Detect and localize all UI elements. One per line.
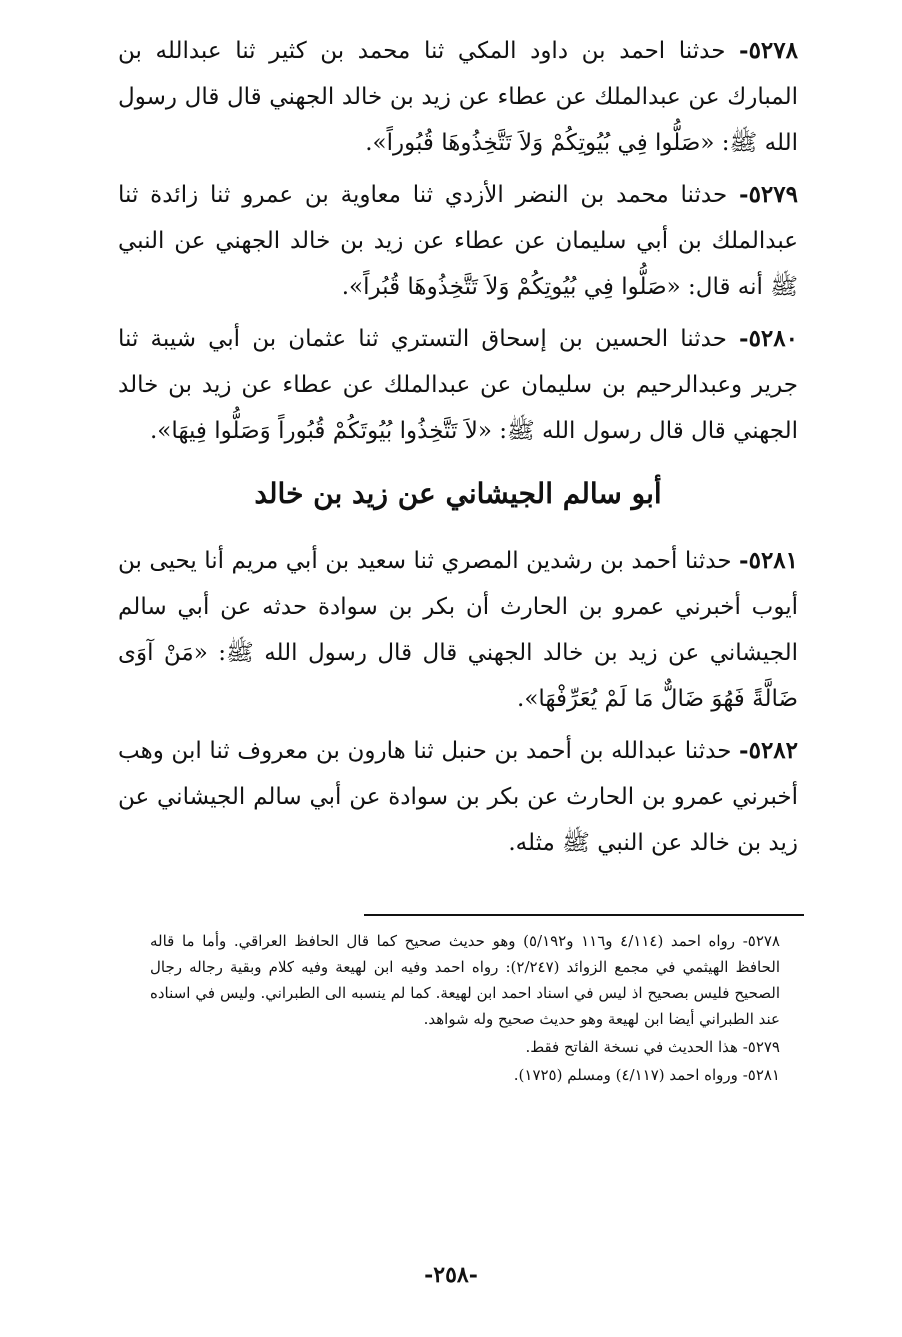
footnote-5281 — [150, 1062, 780, 1088]
footnote-number: ٥٢٧٨- — [742, 932, 780, 950]
main-text — [118, 28, 798, 872]
hadith-number: ٥٢٨٠- — [739, 325, 798, 352]
hadith-5279 — [118, 172, 798, 310]
footnote-number: ٥٢٨١- — [742, 1066, 780, 1084]
footnote-text: هذا الحديث في نسخة الفاتح فقط. — [525, 1038, 738, 1056]
hadith-text: حدثنا محمد بن النضر الأزدي ثنا معاوية بن عمرو ثنا زائدة ثنا عبدالملك بن أبي سليمان عن عطاء عن زيد بن خالد الجهني عن النبي ﷺ أنه قال: «صَلُّوا فِي بُيُوتِكُمْ وَلاَ تَتَّخِذُوهَا قُبُراً». — [118, 182, 798, 300]
hadith-number: ٥٢٧٨- — [739, 37, 798, 64]
hadith-text: حدثنا أحمد بن رشدين المصري ثنا سعيد بن أبي مريم أنا يحيى بن أيوب أخبرني عمرو بن الحارث أن بكر بن سوادة حدثه عن أبي سالم الجيشاني عن زيد بن خالد الجهني قال قال رسول الله ﷺ: «مَنْ آوَى ضَالَّةً فَهُوَ ضَالٌّ مَا لَمْ يُعَرِّفْهَا». — [118, 548, 798, 712]
hadith-number: ٥٢٧٩- — [739, 181, 798, 208]
footnote-number: ٥٢٧٩- — [742, 1038, 780, 1056]
section-heading: أبو سالم الجيشاني عن زيد بن خالد — [254, 477, 662, 510]
hadith-number: ٥٢٨٢- — [739, 737, 799, 764]
footnotes — [150, 928, 780, 1090]
hadith-text: حدثنا الحسين بن إسحاق التستري ثنا عثمان بن أبي شيبة ثنا جرير وعبدالرحيم بن سليمان عن عبدالملك عن عطاء عن زيد بن خالد الجهني قال قال رسول الله ﷺ: «لاَ تَتَّخِذُوا بُيُوتَكُمْ قُبُوراً وَصَلُّوا فِيهَا». — [118, 326, 798, 444]
footnote-5279 — [150, 1034, 780, 1060]
hadith-text: حدثنا عبدالله بن أحمد بن حنبل ثنا هارون بن معروف ثنا ابن وهب أخبرني عمرو بن الحارث عن بكر بن سوادة عن أبي سالم الجيشاني عن زيد بن خالد عن النبي ﷺ مثله. — [118, 738, 798, 856]
hadith-number: ٥٢٨١- — [739, 547, 799, 574]
footnote-5278 — [150, 928, 780, 1032]
hadith-5280 — [118, 316, 798, 454]
footnote-text: رواه احمد (٤/١١٤ و١١٦ و٥/١٩٢) وهو حديث صحيح كما قال الحافظ العراقي. وأما ما قاله الحافظ الهيثمي في مجمع الزوائد (٢/٢٤٧): رواه احمد وفيه ابن لهيعة وفيه كلام وبقية رجاله رجال الصحيح فليس بصحيح اذ ليس في اسناد احمد ابن لهيعة. كما لم ينسبه الى الطبراني. وليس في اسناده عند الطبراني أيضا ابن لهيعة وهو حديث صحيح وله شواهد. — [150, 932, 780, 1028]
footnote-divider — [364, 914, 804, 916]
page-number: -٢٥٨- — [424, 1262, 478, 1288]
hadith-5282 — [118, 728, 798, 866]
hadith-text: حدثنا احمد بن داود المكي ثنا محمد بن كثير ثنا عبدالله بن المبارك عن عبدالملك عن عطاء عن زيد بن خالد الجهني قال قال رسول الله ﷺ: «صَلُّوا فِي بُيُوتِكُمْ وَلاَ تَتَّخِذُوهَا قُبُوراً». — [118, 38, 798, 156]
hadith-5278 — [118, 28, 798, 166]
footnote-text: ورواه احمد (٤/١١٧) ومسلم (١٧٢٥). — [513, 1066, 738, 1084]
hadith-5281 — [118, 538, 798, 722]
